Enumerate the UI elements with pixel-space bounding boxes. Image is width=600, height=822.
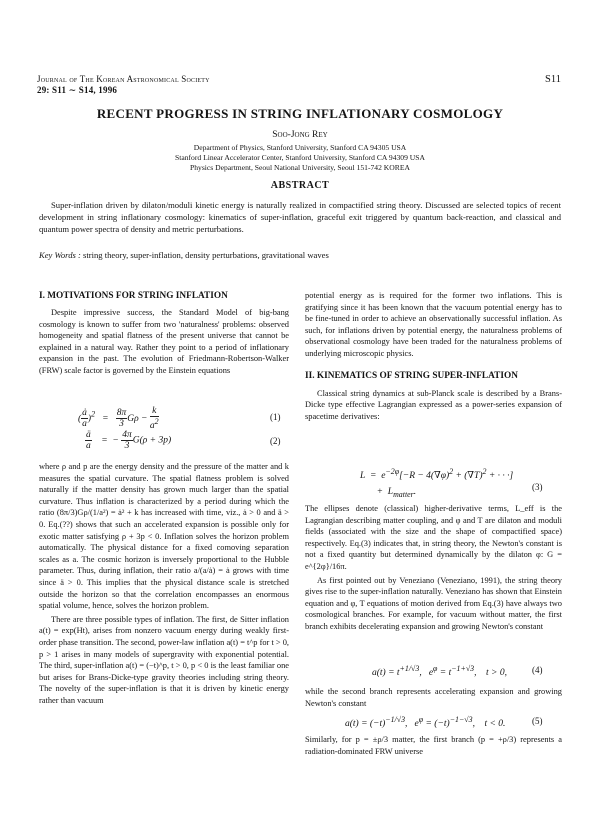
affiliation-2: Stanford Linear Accelerator Center, Stanford University, Stanford CA 94309 USA (175, 153, 425, 162)
abstract-heading: ABSTRACT (270, 180, 330, 191)
left-column-bottom (39, 461, 289, 706)
equation-5: $a(t) = (-t)^{-1/√3}$, $e^\varphi = (-t)^{-1-√3}$, t < 0. (345, 715, 506, 730)
section-2-para-5: Similarly, for p = ±ρ/3 matter, the first branch (p = +ρ/3) represents a radiation-dominated FRW universe (305, 735, 562, 756)
equation-2: $\frac{ä}{a}$ = − $\frac{4\pi}{3}$ G(ρ + 3p) (86, 430, 172, 451)
section-1-para-3: There are three possible types of inflation. The first, de Sitter inflation a(t) = exp(Ht), arises from nonzero vacuum energy during weakly first-order phase transition. The second, power-law inflation a(t) = t^p for t > 0, p > 1 arises in many models of supergravity with exponential potential. The third, super-inflation a(t) = (−t)^p, t > 0, p < 0 is the least familiar one but arises for Brans-Dicke-type gravity theories including string theory. The novelty of the super-inflation is that it is driven by kinetic energy rather than vacuum (39, 614, 289, 705)
equation-2-number: (2) (270, 436, 281, 446)
equation-3-number: (3) (532, 482, 543, 492)
right-column-bottom (305, 734, 562, 757)
continued-paragraph: potential energy as is required for the former two inflations. This is gratifying since it has been known that the vacuum potential energy has to be fine-tuned in order to achieve an observationally successful inflation. As such, for inflations driven by potential energy, the naturalness problems of observational cosmology have been traded for the naturalness problems of underlying microscopic physics. (305, 291, 562, 358)
section-2-para-1: Classical string dynamics at sub-Planck scale is described by a Brans-Dicke type effective Lagrangian expressed as a power-series expansion of spacetime derivatives: (305, 388, 562, 421)
right-column-top (305, 290, 562, 422)
equation-4-number: (4) (532, 665, 543, 675)
equation-1: ( $\frac{ȧ}{a}$ )$^2$ = $\frac{8\pi}{3}$ Gρ − $\frac{k}{a^2}$ (78, 406, 159, 432)
equation-1-number: (1) (270, 412, 281, 422)
abstract-text: Super-inflation driven by dilaton/moduli kinetic energy is naturally realized in compactified string theory. Discussed are selected topics of recent development in string inflationary cosmology: kinematics of super-inflation, graceful exit triggered by quantum back-reaction, and classical and quantum power spectra of density and metric perturbations. (39, 200, 561, 234)
right-column-para-4 (305, 686, 562, 709)
keywords-label: Key Words : (39, 250, 81, 260)
journal-volume: 29: S11 ∼ S14, 1996 (37, 85, 118, 95)
equation-4: $a(t) = t^{+1/√3}$, $e^\varphi = t^{-1+√3}$, t > 0, (372, 664, 507, 679)
section-2-para-3: As first pointed out by Veneziano (Veneziano, 1991), the string theory gives rise to the super-inflation naturally. Veneziano has shown that Einstein equation and φ, T equations of motion derived from Eq.(3) have always two cosmological branches. For example, for vacuum without matter, the first branch exhibits decelerating expansion and growing Newton's constant (305, 575, 562, 631)
section-2-para-4: while the second branch represents accelerating expansion and growing Newton's constant (305, 687, 562, 708)
section-1-heading: I. MOTIVATIONS FOR STRING INFLATION (39, 291, 228, 301)
affiliation-1: Department of Physics, Stanford University, Stanford CA 94305 USA (193, 143, 407, 152)
section-1-para-2: where ρ and p are the energy density and the pressure of the matter and k measures the spatial curvature. The spatial flatness problem is solved naturally if the matter density has grown much larger than the spatial curvature. Thus inflation is characterized by a period during which the ratio (8π/3)Gρ/(1/a²) = ȧ² + k has increased with time, viz., ȧ > 0 and ä > 0. Eq.(??) shows that such an accelerated expansion is possible only for exotic matter satisfying ρ + 3p < 0. Inflation solves the horizon problem automatically. The physical distance for a fixed comoving separation scales as a. The cosmic horizon is inversely proportional to the Hubble parameter. Thus, during inflation, their ratio a/(a/ȧ) = ȧ grows with time since ä > 0. This implies that the physical distance scale is stretched outside the horizon so that the correlation encompasses an enormous spatial volume, hence, solves the horizon problem. (39, 462, 289, 611)
section-2-heading: II. KINEMATICS OF STRING SUPER-INFLATION (305, 370, 518, 381)
section-1-para-1: Despite impressive success, the Standard Model of big-bang cosmology is known to suffer from two 'naturalness' problems: observed homogeneity and spatial flatness of the present universe that cannot be explained in a natural way. Rather they point to a period of inflationary expansion in the past. The evolution of Friedmann-Robertson-Walker (FRW) scale factor is governed by the Einstein equations (39, 308, 289, 375)
author: Soo-Jong Rey (272, 130, 328, 140)
left-column-top (39, 290, 289, 377)
affiliation-3: Physics Department, Seoul National University, Seoul 151-742 KOREA (190, 163, 410, 172)
section-2-para-2: The ellipses denote (classical) higher-derivative terms, L_eff is the Lagrangian describing matter coupling, and φ and T are dilaton and moduli fields (associated with the size and the shape of compactified space) respectively. Eq.(3) indicates that, in string theory, the Newton's constant is not a fixed quantity but determined dynamically by the dilaton φ: G = e^{2φ}/16π. (305, 504, 562, 571)
equation-5-number: (5) (532, 716, 543, 726)
page-number: S11 (545, 74, 561, 85)
equation-3: $L = e^{-2\varphi}[-R - 4(\nabla\varphi)^2 + (\nabla T)^2$ + · · ·] + $L_{matter}$. (360, 467, 514, 500)
paper-title: RECENT PROGRESS IN STRING INFLATIONARY COSMOLOGY (96, 106, 504, 121)
right-column-middle (305, 503, 562, 633)
keywords (39, 250, 561, 260)
journal-name: Journal of The Korean Astronomical Society (37, 74, 210, 84)
keywords-text: string theory, super-inflation, density perturbations, gravitational waves (83, 250, 329, 260)
